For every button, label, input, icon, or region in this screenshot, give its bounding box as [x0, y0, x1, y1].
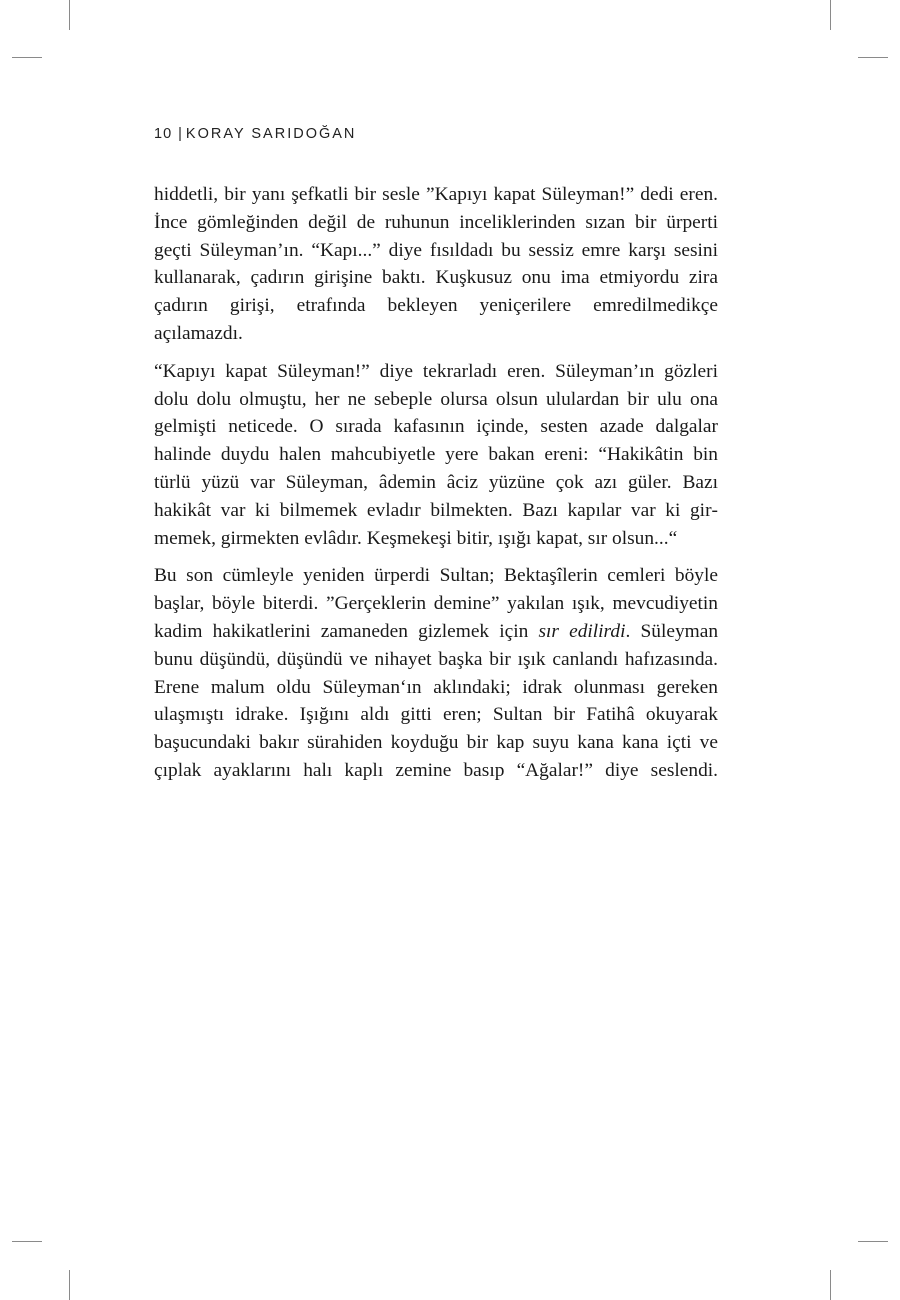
body-text: [154, 181, 718, 795]
running-head: [154, 126, 356, 142]
crop-mark-bottom-right: [830, 1270, 831, 1300]
paragraph-3-emphasis: sır edilirdi: [538, 620, 626, 642]
paragraph-3-text-before: Bu son cümleyle yeniden ürperdi Sultan; Bektaşîlerin cemleri böyle başlar, böyle biterdi. ”Gerçeklerin demine” yakılan ışık, mevcudiyetin kadim hakikatlerini zamaneden gizlemek için: [154, 565, 718, 642]
author-name: KORAY SARIDOĞAN: [185, 126, 357, 142]
crop-mark-top-right-h: [858, 57, 888, 58]
paragraph-3: [154, 562, 718, 784]
crop-mark-bottom-left-h: [12, 1241, 42, 1242]
crop-mark-top-left: [69, 0, 70, 30]
crop-mark-bottom-right-h: [858, 1241, 888, 1242]
crop-mark-top-right: [830, 0, 831, 30]
paragraph-1: hiddetli, bir yanı şefkatli bir sesle ”Kapıyı kapat Süleyman!” dedi eren. İnce gömleğinden değil de ruhunun inceliklerinden sızan bir ürperti geçti Süleyman’ın. “Kapı...” diye fısıldadı bu sessiz emre karşı sesini kullanarak, çadırın girişine baktı. Kuşkusuz onu ima etmiyordu zira çadırın girişi, etrafında bekleyen yeniçerilere emredilmedikçe açılamazdı.: [154, 184, 718, 344]
crop-mark-bottom-left: [69, 1270, 70, 1300]
page-number: 10: [154, 126, 173, 142]
crop-mark-top-left-h: [12, 57, 42, 58]
paragraph-2: “Kapıyı kapat Süleyman!” diye tekrarladı eren. Süleyman’ın gözleri dolu dolu olmuştu, her ne sebeple olursa olsun ululardan bir ulu ona gelmişti neticede. O sırada kafasının içinde, sesten azade dalgalar halinde duydu halen mahcubiyetle yere bakan ereni: “Hakikâtin bin türlü yüzü var Süleyman, âdemin âciz yüzüne çok azı güler. Bazı hakikât var ki bilmemek evladır bilmekten. Bazı kapılar var ki girmemek, girmekten evlâdır. Keşmekeşi bitir, ışığı kapat, sır olsun...“: [154, 360, 718, 549]
paragraph-3-text-after: . Süleyman bunu düşündü, düşündü ve nihayet başka bir ışık canlandı hafızasında. Erene malum oldu Süleyman‘ın aklındaki; idrak olunması gereken ulaşmıştı idrake. Işığını aldı gitti eren; Sultan bir Fatihâ okuyarak başucundaki bakır sürahiden koyduğu bir kap suyu kana kana içti ve çıplak ayaklarını halı kaplı zemine basıp “Ağalar!” diye seslendi.: [154, 620, 719, 781]
header-separator: |: [178, 126, 182, 142]
